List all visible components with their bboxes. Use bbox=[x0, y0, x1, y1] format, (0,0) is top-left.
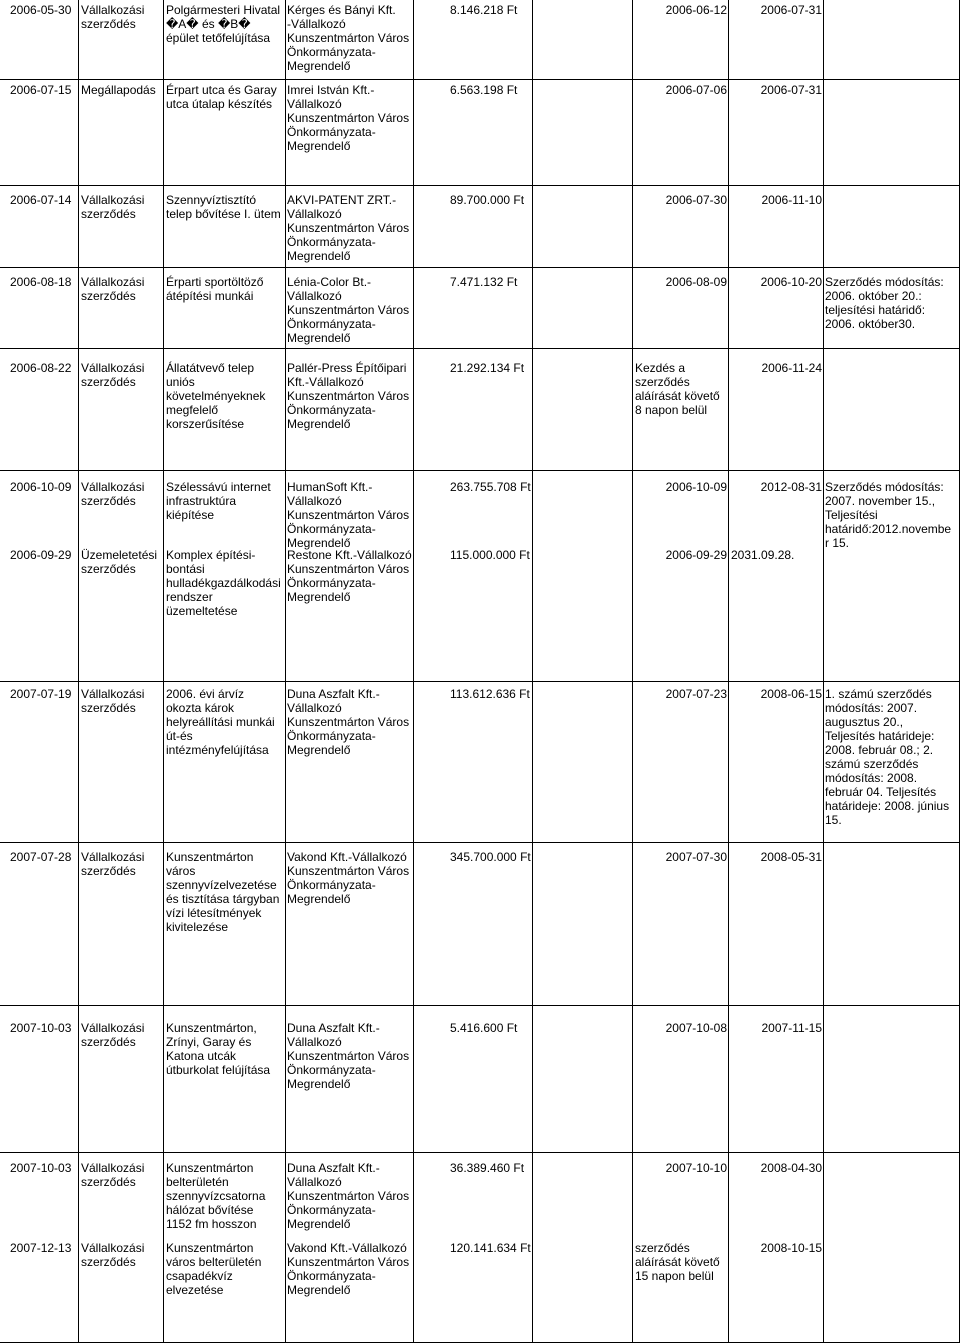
cell-start: 2006-07-06 bbox=[665, 83, 727, 97]
cell-start: 2006-10-09 bbox=[665, 480, 727, 494]
cell-type: Vállalkozási szerződés bbox=[81, 1161, 145, 1189]
cell-subject: Kunszentmárton, Zrínyi, Garay és Katona utcák útburkolat felújítása bbox=[166, 1021, 271, 1077]
column-rule bbox=[78, 0, 79, 1343]
cell-date: 2006-07-15 bbox=[10, 83, 72, 97]
column-rule bbox=[163, 0, 164, 1343]
cell-amount: 8.146.218 Ft bbox=[450, 3, 518, 17]
cell-end: 2008-05-31 bbox=[760, 850, 822, 864]
cell-amount: 21.292.134 Ft bbox=[450, 361, 525, 375]
cell-type: Vállalkozási szerződés bbox=[81, 361, 145, 389]
cell-contractor: Vakond Kft.-Vállalkozó Kunszentmárton Város Önkormányzata- Megrendelő bbox=[287, 850, 410, 906]
cell-contractor: Vakond Kft.-Vállalkozó Kunszentmárton Város Önkormányzata- Megrendelő bbox=[287, 1241, 410, 1297]
cell-start: Kezdés a szerződés aláírását követő 8 napon belül bbox=[635, 361, 720, 417]
row-rule bbox=[0, 1005, 960, 1006]
cell-date: 2007-07-19 bbox=[10, 687, 72, 701]
cell-date: 2007-07-28 bbox=[10, 850, 72, 864]
cell-start: 2006-09-29 bbox=[665, 548, 727, 562]
cell-end: 2006-10-20 bbox=[760, 275, 822, 289]
cell-type: Vállalkozási szerződés bbox=[81, 480, 145, 508]
cell-contractor: Duna Aszfalt Kft.- Vállalkozó Kunszentmárton Város Önkormányzata- Megrendelő bbox=[287, 1161, 410, 1231]
cell-subject: Szennyvíztisztító telep bővítése I. ütem bbox=[166, 193, 281, 221]
cell-contractor: HumanSoft Kft.- Vállalkozó Kunszentmárton Város Önkormányzata- Megrendelő bbox=[287, 480, 410, 550]
column-rule bbox=[285, 0, 286, 1343]
cell-amount: 5.416.600 Ft bbox=[450, 1021, 518, 1035]
cell-contractor: Duna Aszfalt Kft.- Vállalkozó Kunszentmárton Város Önkormányzata- Megrendelő bbox=[287, 1021, 410, 1091]
cell-note: Szerződés módosítás: 2007. november 15., Teljesítési határidő:2012.novembe r 15. bbox=[825, 480, 952, 550]
cell-contractor: AKVI-PATENT ZRT.- Vállalkozó Kunszentmárton Város Önkormányzata- Megrendelő bbox=[287, 193, 410, 263]
cell-amount: 6.563.198 Ft bbox=[450, 83, 518, 97]
cell-date: 2007-12-13 bbox=[10, 1241, 72, 1255]
cell-type: Vállalkozási szerződés bbox=[81, 687, 145, 715]
cell-start: szerződés aláírását követő 15 napon belül bbox=[635, 1241, 720, 1283]
cell-end: 2007-11-15 bbox=[761, 1021, 822, 1035]
cell-amount: 263.755.708 Ft bbox=[450, 480, 531, 494]
cell-subject: Érparti sportöltöző átépítési munkái bbox=[166, 275, 264, 303]
cell-type: Vállalkozási szerződés bbox=[81, 3, 145, 31]
row-rule bbox=[0, 267, 960, 268]
cell-contractor: Duna Aszfalt Kft.- Vállalkozó Kunszentmárton Város Önkormányzata- Megrendelő bbox=[287, 687, 410, 757]
cell-start: 2007-07-30 bbox=[665, 850, 727, 864]
cell-type: Vállalkozási szerződés bbox=[81, 1241, 145, 1269]
cell-note: 1. számú szerződés módosítás: 2007. augusztus 20., Teljesítés határideje: 2008. február 08.; 2. számú szerződés módosítás: 2008. február 04. Teljesítés határideje: 2008. június 15. bbox=[825, 687, 950, 827]
cell-end: 2006-07-31 bbox=[760, 3, 822, 17]
cell-subject: 2006. évi árvíz okozta károk helyreállítási munkái út-és intézményfelújítása bbox=[166, 687, 275, 757]
cell-type: Vállalkozási szerződés bbox=[81, 850, 145, 878]
cell-end: 2006-07-31 bbox=[760, 83, 822, 97]
cell-type: Vállalkozási szerződés bbox=[81, 193, 145, 221]
row-rule bbox=[0, 842, 960, 843]
cell-contractor: Restone Kft.-Vállalkozó Kunszentmárton Város Önkormányzata- Megrendelő bbox=[287, 548, 412, 604]
cell-type: Vállalkozási szerződés bbox=[81, 275, 145, 303]
cell-date: 2007-10-03 bbox=[10, 1021, 72, 1035]
cell-date: 2006-09-29 bbox=[10, 548, 72, 562]
cell-contractor: Kérges és Bányi Kft. -Vállalkozó Kunszentmárton Város Önkormányzata- Megrendelő bbox=[287, 3, 410, 73]
cell-start: 2007-07-23 bbox=[665, 687, 727, 701]
column-rule bbox=[728, 0, 729, 1343]
cell-date: 2006-05-30 bbox=[10, 3, 72, 17]
cell-start: 2007-10-08 bbox=[665, 1021, 727, 1035]
cell-note: Szerződés módosítás: 2006. október 20.: teljesítési határidő: 2006. október30. bbox=[825, 275, 944, 331]
row-rule bbox=[0, 470, 960, 471]
cell-start: 2006-08-09 bbox=[665, 275, 727, 289]
cell-type: Üzemeletetési szerződés bbox=[81, 548, 158, 576]
cell-subject: Állatátvevő telep uniós követelményeknek megfelelő korszerűsítése bbox=[166, 361, 266, 431]
cell-amount: 113.612.636 Ft bbox=[450, 687, 530, 701]
cell-type: Megállapodás bbox=[81, 83, 156, 97]
row-rule bbox=[0, 348, 960, 349]
cell-date: 2007-10-03 bbox=[10, 1161, 72, 1175]
cell-end: 2012-08-31 bbox=[760, 480, 822, 494]
cell-end: 2008-04-30 bbox=[760, 1161, 822, 1175]
cell-subject: Polgármesteri Hivatal �A� és �B� épület tetőfelújítása bbox=[166, 3, 281, 45]
cell-contractor: Lénia-Color Bt.- Vállalkozó Kunszentmárton Város Önkormányzata- Megrendelő bbox=[287, 275, 410, 345]
cell-date: 2006-08-18 bbox=[10, 275, 72, 289]
cell-amount: 36.389.460 Ft bbox=[450, 1161, 525, 1175]
column-rule bbox=[632, 0, 633, 1343]
column-rule bbox=[413, 0, 414, 1343]
cell-start: 2007-10-10 bbox=[665, 1161, 727, 1175]
row-rule bbox=[0, 681, 960, 682]
cell-start: 2006-06-12 bbox=[665, 3, 727, 17]
cell-amount: 89.700.000 Ft bbox=[450, 193, 525, 207]
cell-subject: Kunszentmárton város szennyvízelvezetése és tisztítása tárgyban vízi létesítmények kivitelezése bbox=[166, 850, 280, 934]
cell-end: 2008-10-15 bbox=[760, 1241, 822, 1255]
cell-amount: 120.141.634 Ft bbox=[450, 1241, 531, 1255]
cell-amount: 7.471.132 Ft bbox=[450, 275, 518, 289]
cell-end: 2031.09.28. bbox=[731, 548, 795, 562]
cell-end: 2006-11-24 bbox=[761, 361, 822, 375]
cell-subject: Kunszentmárton belterületén szennyvízcsatorna hálózat bővítése 1152 fm hosszon bbox=[166, 1161, 266, 1231]
row-rule bbox=[0, 185, 960, 186]
cell-date: 2006-08-22 bbox=[10, 361, 72, 375]
cell-start: 2006-07-30 bbox=[665, 193, 727, 207]
cell-subject: Szélessávú internet infrastruktúra kiépítése bbox=[166, 480, 271, 522]
cell-amount: 115.000.000 Ft bbox=[450, 548, 530, 562]
row-rule bbox=[0, 79, 960, 80]
cell-end: 2006-11-10 bbox=[761, 193, 822, 207]
row-rule bbox=[0, 1152, 960, 1153]
cell-contractor: Pallér-Press Építőipari Kft.-Vállalkozó Kunszentmárton Város Önkormányzata- Megrendelő bbox=[287, 361, 410, 431]
cell-date: 2006-10-09 bbox=[10, 480, 72, 494]
cell-end: 2008-06-15 bbox=[760, 687, 822, 701]
cell-amount: 345.700.000 Ft bbox=[450, 850, 531, 864]
cell-subject: Kunszentmárton város belterületén csapadékvíz elvezetése bbox=[166, 1241, 262, 1297]
cell-date: 2006-07-14 bbox=[10, 193, 72, 207]
cell-contractor: Imrei István Kft.- Vállalkozó Kunszentmárton Város Önkormányzata- Megrendelő bbox=[287, 83, 410, 153]
column-rule bbox=[532, 0, 533, 1343]
column-rule bbox=[823, 0, 824, 1343]
cell-subject: Érpart utca és Garay utca útalap készítés bbox=[166, 83, 277, 111]
cell-subject: Komplex építési- bontási hulladékgazdálkodási rendszer üzemeltetése bbox=[166, 548, 281, 618]
cell-type: Vállalkozási szerződés bbox=[81, 1021, 145, 1049]
